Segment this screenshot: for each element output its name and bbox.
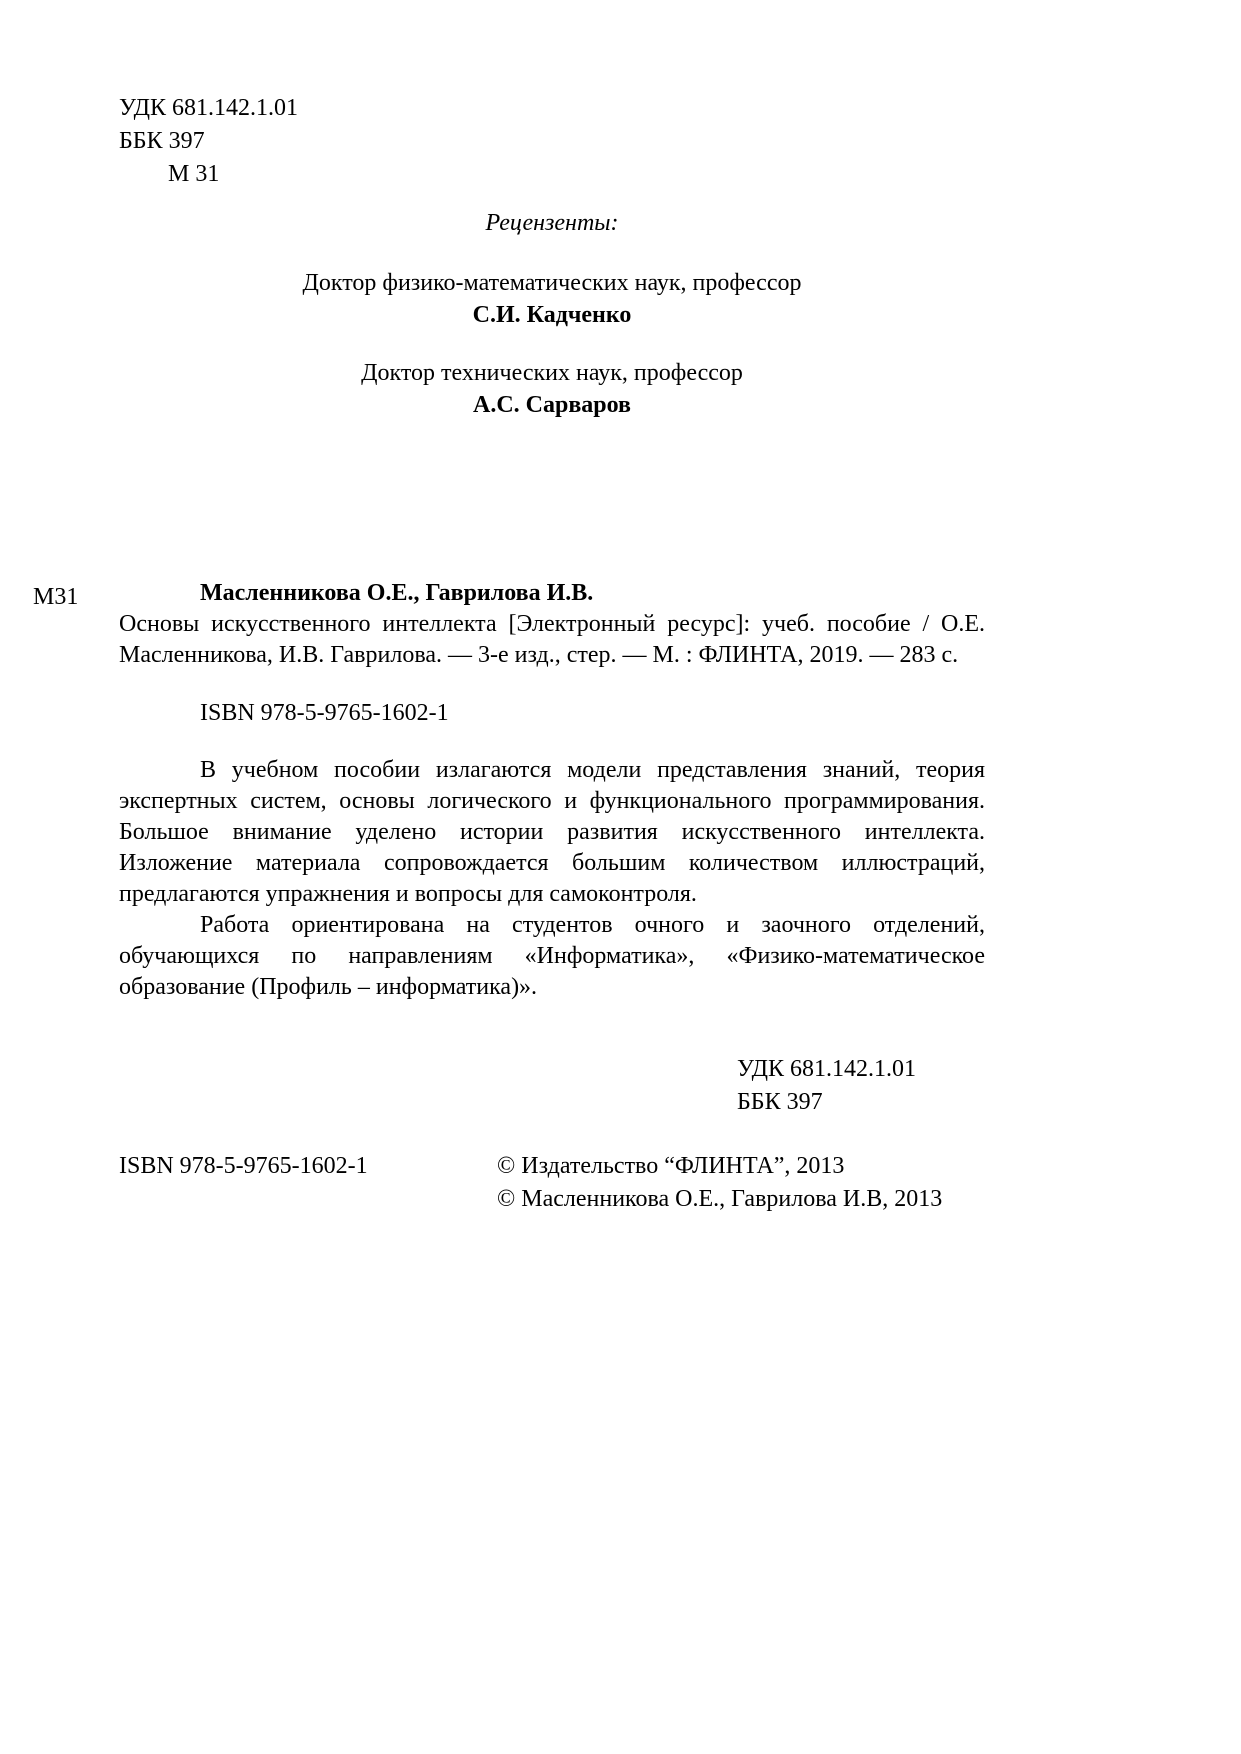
- margin-author-sign: М31: [33, 584, 79, 610]
- isbn-number: ISBN 978-5-9765-1602-1: [200, 700, 449, 726]
- copyright-authors: © Масленникова О.Е., Гаврилова И.В, 2013: [497, 1186, 943, 1212]
- reviewer1-name: С.И. Кадченко: [472, 302, 632, 328]
- author-sign-code: М 31: [168, 161, 220, 187]
- copyright-row: [119, 1150, 985, 1216]
- reviewer2-title: Доктор технических наук, профессор: [361, 360, 743, 386]
- classification-codes-top: [119, 92, 985, 191]
- annotation-paragraph-1: В учебном пособии излагаются модели представления знаний, теория экспертных систем, основы логического и функционального программирования. Большое внимание уделено истории развития искусственного интеллекта. Изложение материала сопровождается большим количеством иллюстраций, предлагаются упражнения и вопросы для самоконтроля.: [119, 757, 985, 907]
- bbk-code-bottom: ББК 397: [737, 1089, 823, 1115]
- bbk-code-top: ББК 397: [119, 128, 205, 154]
- annotation-paragraph-2: Работа ориентирована на студентов очного и заочного отделений, обучающихся по направлениям «Информатика», «Физико-математическое образование (Профиль – информатика)».: [119, 912, 985, 1000]
- udk-code-top: УДК 681.142.1.01: [119, 95, 298, 121]
- reviewer1-title: Доктор физико-математических наук, профессор: [302, 270, 802, 296]
- reviewers-heading: Рецензенты:: [485, 210, 619, 236]
- catalog-card: [33, 577, 985, 729]
- udk-code-bottom: УДК 681.142.1.01: [737, 1056, 916, 1082]
- catalog-authors: Масленникова О.Е., Гаврилова И.В.: [200, 580, 594, 606]
- annotation-section: [119, 755, 985, 1003]
- classification-codes-bottom: [737, 1053, 985, 1119]
- catalog-description: Основы искусственного интеллекта [Электронный ресурс]: учеб. пособие / О.Е. Масленникова, И.В. Гаврилова. — 3-е изд., стер. — М. : ФЛИНТА, 2019. — 283 с.: [119, 611, 985, 668]
- reviewers-section: [119, 207, 985, 421]
- copyright-block: [497, 1150, 942, 1216]
- copyright-publisher: © Издательство “ФЛИНТА”, 2013: [497, 1153, 845, 1179]
- reviewer2-name: А.С. Сарваров: [472, 392, 631, 418]
- isbn-footer: ISBN 978-5-9765-1602-1: [119, 1153, 368, 1179]
